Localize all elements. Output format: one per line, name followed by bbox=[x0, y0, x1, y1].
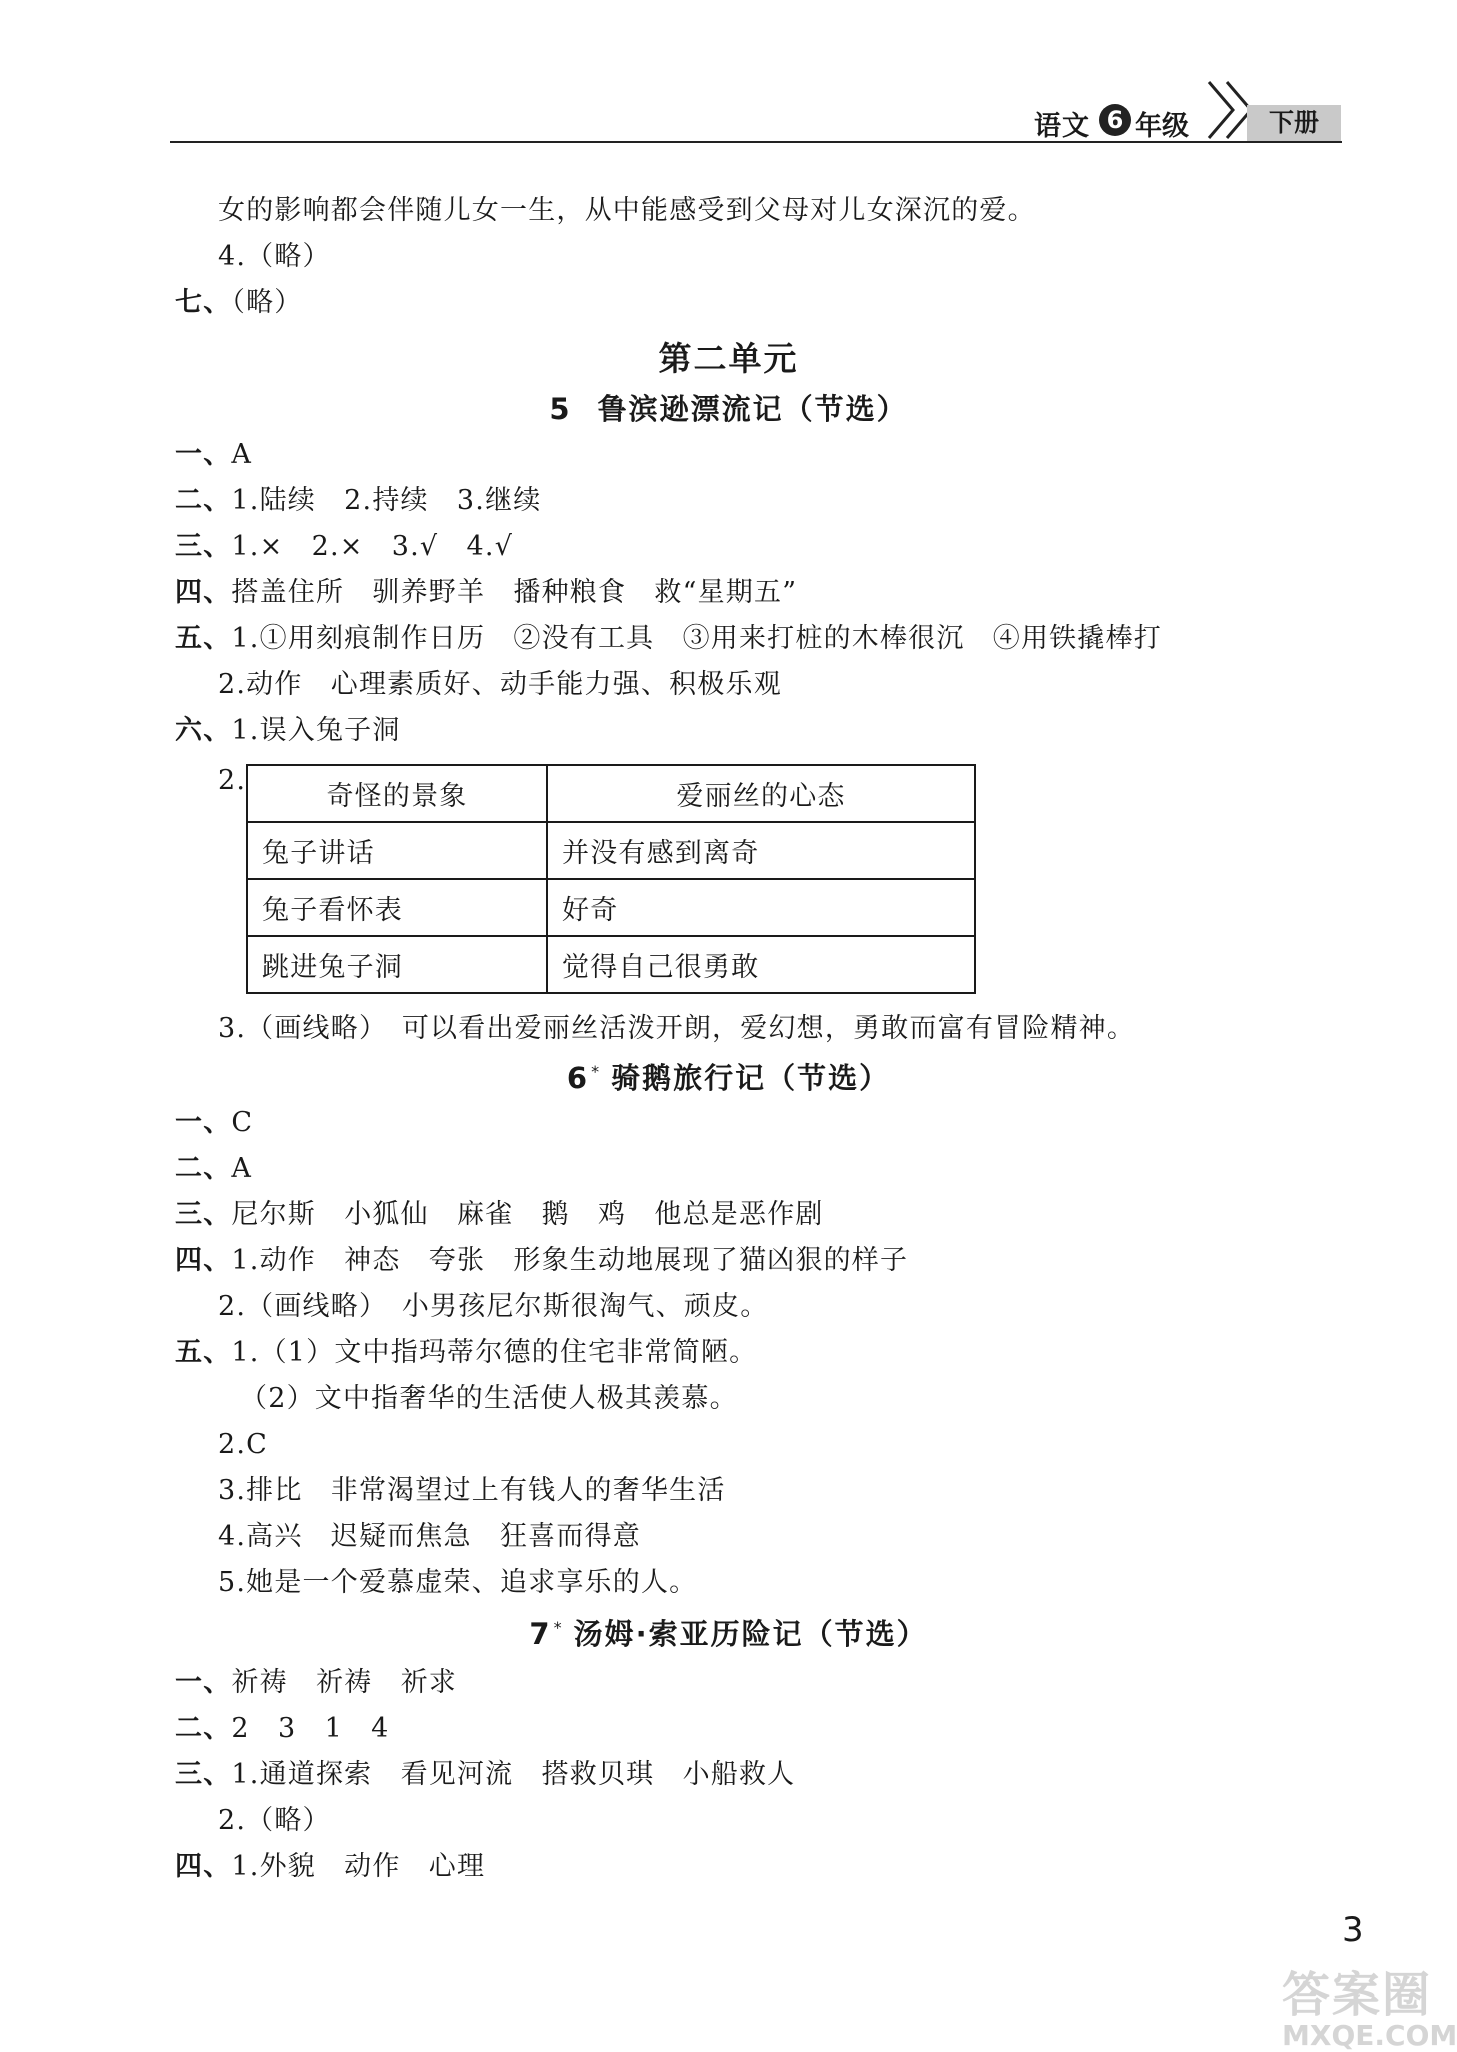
prev-answer-4: 4.（略） bbox=[218, 241, 331, 272]
watermark-brand: 答案圈 bbox=[1282, 1967, 1433, 2023]
l6-answer-5-3: 3.排比 非常渴望过上有钱人的奢华生活 bbox=[218, 1475, 726, 1506]
table-row bbox=[247, 936, 975, 993]
table-row bbox=[247, 879, 975, 936]
l7-answer-4: 四、1.外貌 动作 心理 bbox=[175, 1851, 486, 1882]
l5-answer-6: 六、1.误入兔子洞 bbox=[175, 715, 401, 746]
l6-answer-2: 二、A bbox=[175, 1153, 253, 1184]
watermark bbox=[1282, 1956, 1457, 2052]
lesson-5-title: 5 鲁滨逊漂流记（节选） bbox=[549, 392, 908, 426]
prev-continuation: 女的影响都会伴随儿女一生，从中能感受到父母对儿女深沉的爱。 bbox=[218, 195, 1036, 226]
l7-answer-1: 一、祈祷 祈祷 祈求 bbox=[175, 1667, 458, 1698]
lesson-7-title: 7 * 汤姆·索亚历险记（节选） bbox=[529, 1617, 928, 1651]
l5-answer-5: 五、1.①用刻痕制作日历 ②没有工具 ③用来打桩的木棒很沉 ④用铁撬棒打 bbox=[175, 623, 1162, 654]
l5-answer-6-2-number: 2. bbox=[218, 765, 247, 796]
table-cell: 兔子讲话 bbox=[247, 822, 547, 879]
table-cell: 并没有感到离奇 bbox=[547, 822, 975, 879]
unit-title: 第二单元 bbox=[658, 339, 799, 378]
table-cell: 兔子看怀表 bbox=[247, 879, 547, 936]
l7-answer-3-2: 2.（略） bbox=[218, 1805, 331, 1836]
l6-answer-5-4: 4.高兴 迟疑而焦急 狂喜而得意 bbox=[218, 1521, 641, 1552]
scene-mood-table bbox=[246, 764, 976, 994]
header-grade-number: 6 bbox=[1099, 104, 1131, 136]
l5-answer-2: 二、1.陆续 2.持续 3.继续 bbox=[175, 485, 542, 516]
l7-answer-2: 二、2 3 1 4 bbox=[175, 1713, 390, 1744]
table-header-cell: 奇怪的景象 bbox=[247, 765, 547, 822]
table-cell: 好奇 bbox=[547, 879, 975, 936]
l6-answer-4-2: 2.（画线略） 小男孩尼尔斯很淘气、顽皮。 bbox=[218, 1291, 769, 1322]
l6-answer-4: 四、1.动作 神态 夸张 形象生动地展现了猫凶狠的样子 bbox=[175, 1245, 909, 1276]
l6-answer-5: 五、1.（1）文中指玛蒂尔德的住宅非常简陋。 bbox=[175, 1337, 758, 1368]
l7-answer-3: 三、1.通道探索 看见河流 搭救贝琪 小船救人 bbox=[175, 1759, 796, 1790]
l6-answer-5-1b: （2）文中指奢华的生活使人极其羡慕。 bbox=[240, 1383, 738, 1414]
l5-answer-5-2: 2.动作 心理素质好、动手能力强、积极乐观 bbox=[218, 669, 782, 700]
l6-answer-5-5: 5.她是一个爱慕虚荣、追求享乐的人。 bbox=[218, 1567, 698, 1598]
lesson-6-title: 6 * 骑鹅旅行记（节选） bbox=[566, 1061, 891, 1095]
l6-answer-1: 一、C bbox=[175, 1107, 254, 1138]
l5-answer-3: 三、1.× 2.× 3.√ 4.√ bbox=[175, 531, 514, 562]
header-grade: 年级 bbox=[1135, 111, 1189, 142]
header-subject: 语文 bbox=[1034, 111, 1090, 142]
table-header-row bbox=[247, 765, 975, 822]
prev-answer-7: 七、（略） bbox=[175, 287, 303, 318]
l6-answer-5-2: 2.C bbox=[218, 1429, 269, 1460]
l5-answer-6-3: 3.（画线略） 可以看出爱丽丝活泼开朗，爱幻想，勇敢而富有冒险精神。 bbox=[218, 1013, 1136, 1044]
l5-answer-1: 一、A bbox=[175, 439, 253, 470]
page-number: 3 bbox=[1342, 1910, 1364, 1950]
l6-answer-3: 三、尼尔斯 小狐仙 麻雀 鹅 鸡 他总是恶作剧 bbox=[175, 1199, 824, 1230]
table-cell: 觉得自己很勇敢 bbox=[547, 936, 975, 993]
table-row bbox=[247, 822, 975, 879]
watermark-url: MXQE.COM bbox=[1282, 2019, 1457, 2052]
table-cell: 跳进兔子洞 bbox=[247, 936, 547, 993]
table-header-cell: 爱丽丝的心态 bbox=[547, 765, 975, 822]
header-volume: 下册 bbox=[1247, 105, 1341, 141]
l5-answer-4: 四、搭盖住所 驯养野羊 播种粮食 救“星期五” bbox=[175, 577, 798, 608]
